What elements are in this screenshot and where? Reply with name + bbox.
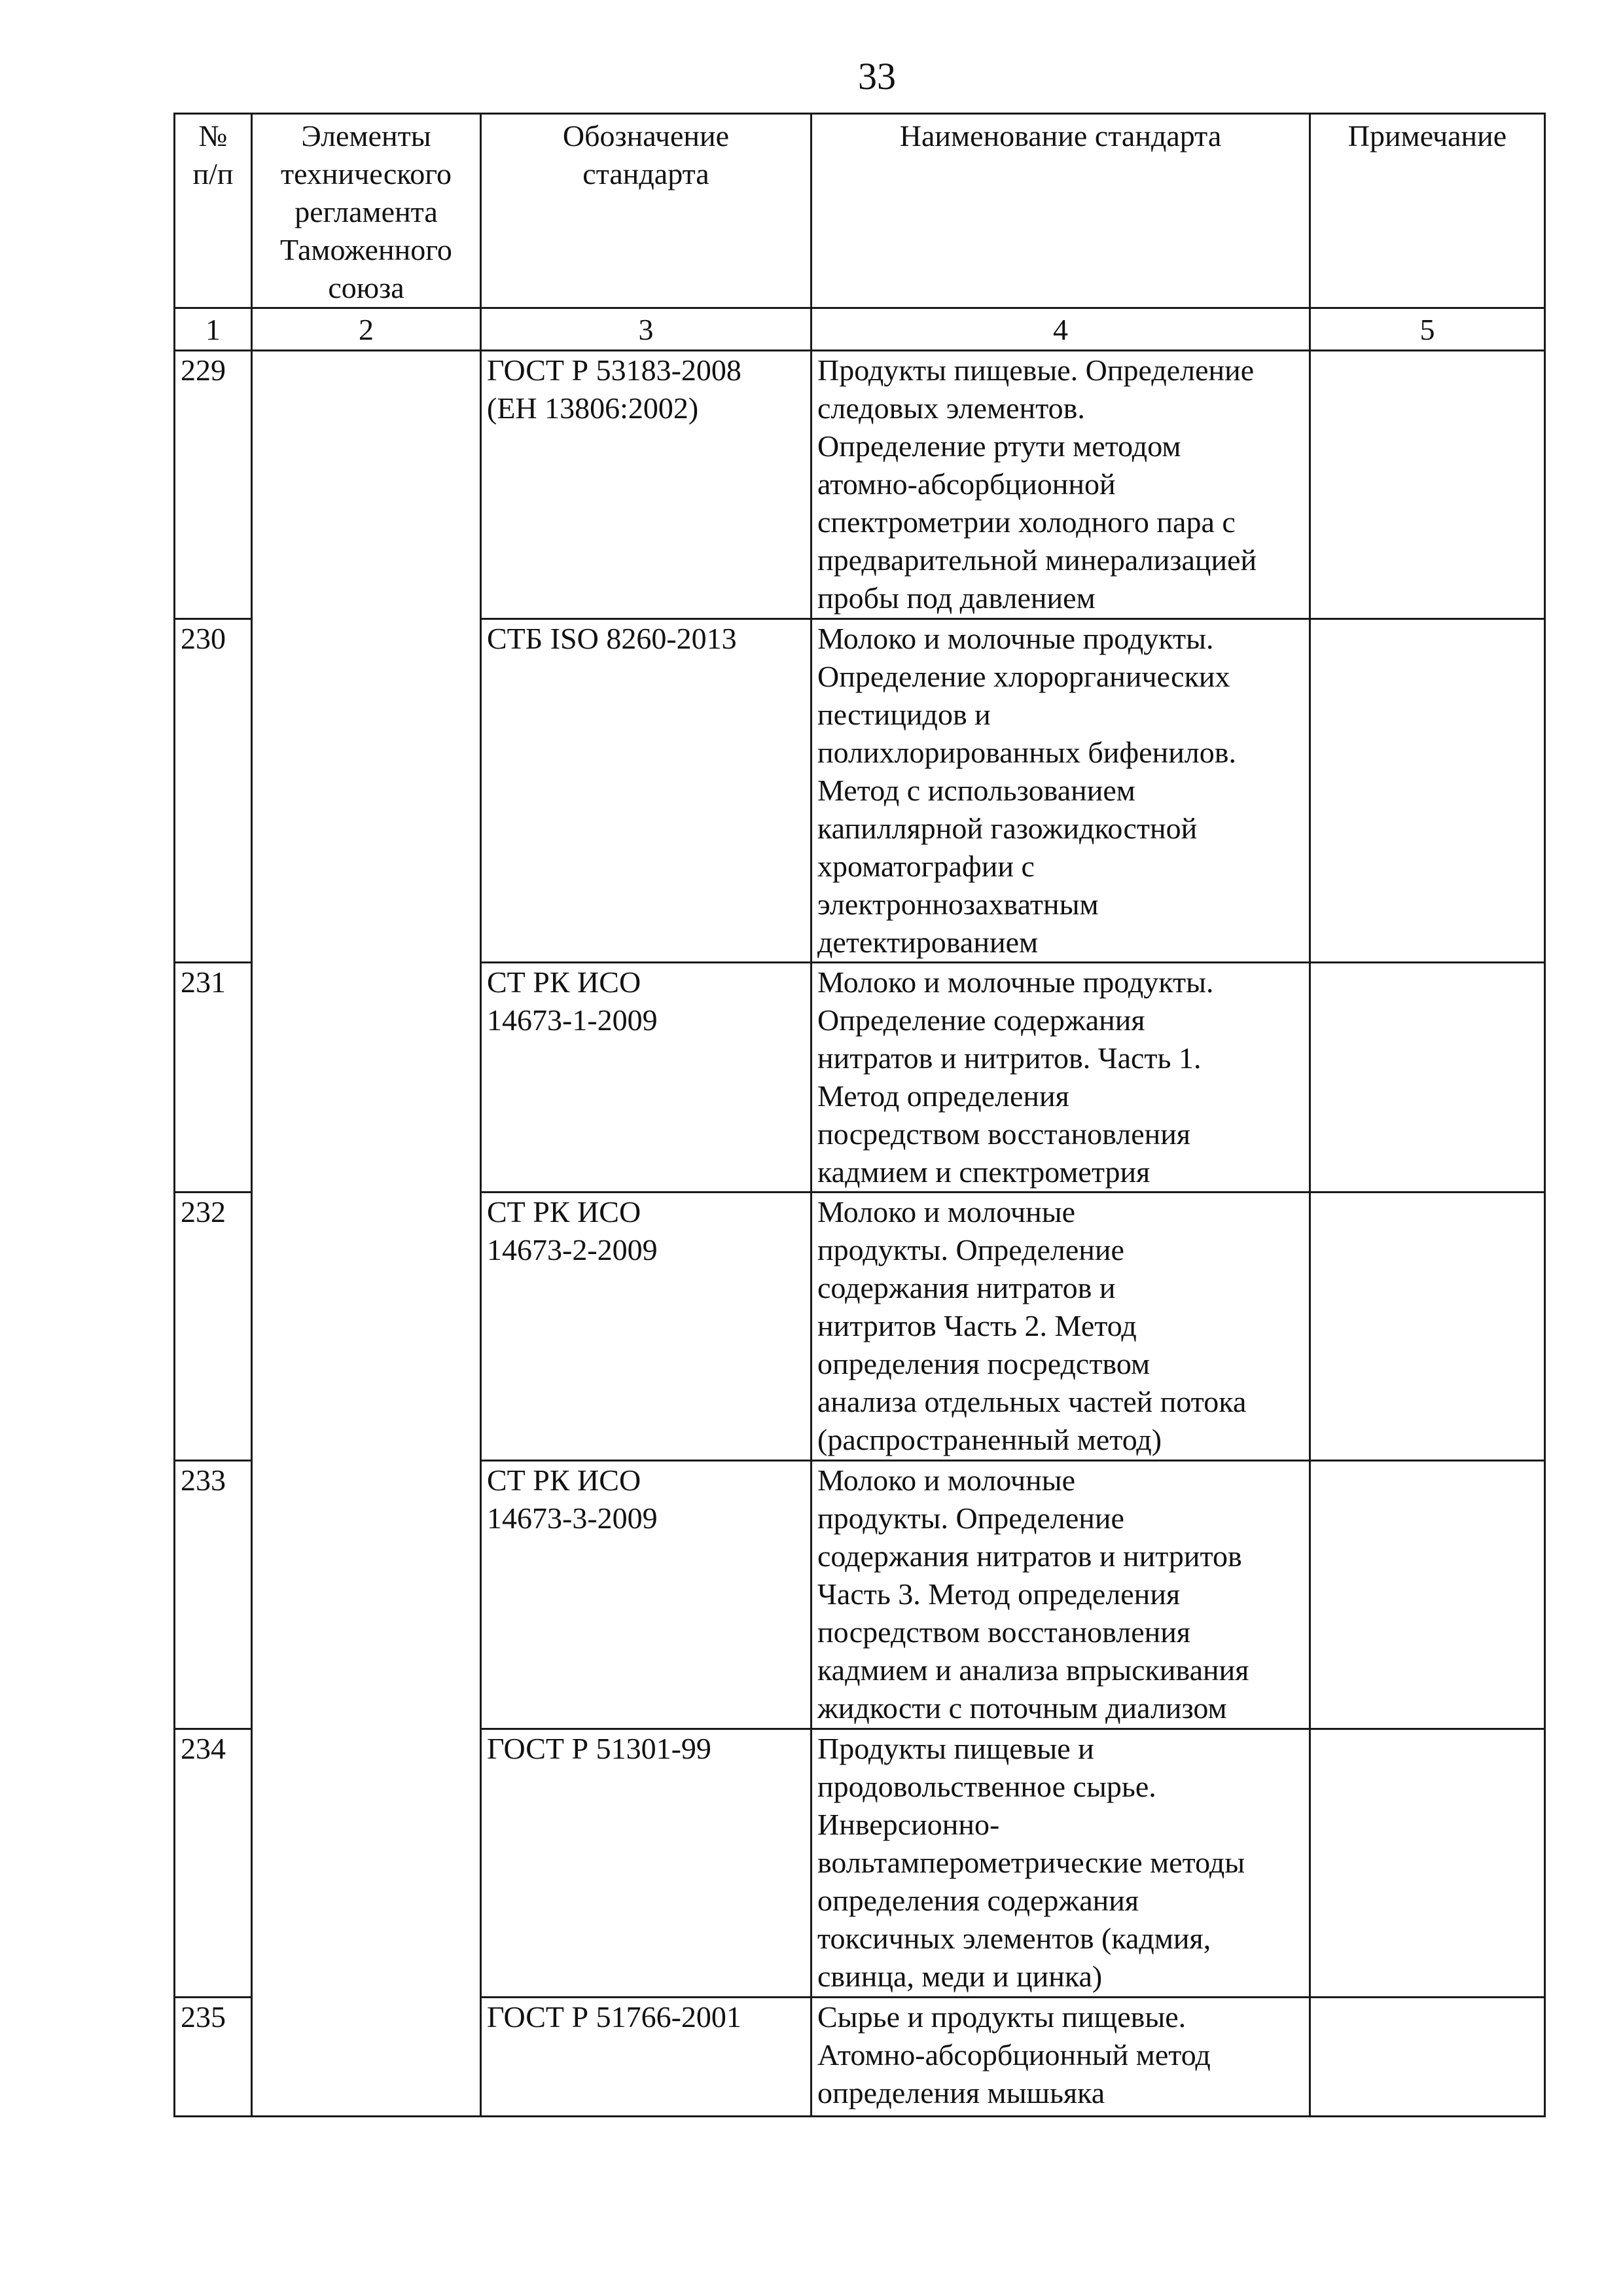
name-line: продовольственное сырье.: [817, 1770, 1156, 1803]
code-line: 14673-2-2009: [487, 1233, 658, 1266]
header-elements: [252, 114, 481, 308]
table-row: [175, 351, 1545, 619]
name-line: Молоко и молочные продукты.: [817, 965, 1214, 999]
standard-name: [812, 1729, 1310, 1998]
row-number: 234: [175, 1729, 252, 1998]
column-number: 1: [175, 308, 252, 351]
header-line: №: [198, 119, 228, 152]
name-line: Определение ртути методом: [817, 429, 1181, 463]
note-cell: [1310, 963, 1545, 1193]
name-line: Сырье и продукты пищевые.: [817, 2000, 1186, 2034]
name-line: Молоко и молочные: [817, 1195, 1076, 1229]
code-line: 14673-3-2009: [487, 1501, 658, 1535]
column-number: 2: [252, 308, 481, 351]
standard-code: [481, 351, 812, 619]
standard-name: [812, 963, 1310, 1193]
column-number: 5: [1310, 308, 1545, 351]
row-number: 230: [175, 619, 252, 963]
elements-cell: [252, 351, 481, 2117]
name-line: Молоко и молочные: [817, 1463, 1076, 1497]
name-line: спектрометрии холодного пара с: [817, 505, 1236, 539]
name-line: продукты. Определение: [817, 1233, 1124, 1266]
column-number: 4: [812, 308, 1310, 351]
name-line: электроннозахватным: [817, 888, 1099, 921]
standard-name: [812, 1461, 1310, 1729]
note-cell: [1310, 1729, 1545, 1998]
name-line: Определение содержания: [817, 1003, 1145, 1037]
standards-table: [173, 113, 1546, 2117]
name-line: жидкости с поточным диализом: [817, 1691, 1227, 1725]
name-line: содержания нитратов и: [817, 1271, 1116, 1304]
name-line: пробы под давлением: [817, 581, 1096, 615]
name-line: кадмием и спектрометрия: [817, 1155, 1150, 1189]
table-header-row: [175, 114, 1545, 308]
name-line: пестицидов и: [817, 698, 991, 731]
name-line: полихлорированных бифенилов.: [817, 736, 1236, 769]
name-line: продукты. Определение: [817, 1501, 1124, 1535]
header-name: [812, 114, 1310, 308]
header-line: Примечание: [1347, 119, 1507, 152]
row-number: 235: [175, 1998, 252, 2117]
code-line: СТ РК ИСО: [487, 965, 641, 999]
name-line: Метод с использованием: [817, 774, 1135, 807]
header-line: стандарта: [582, 157, 709, 190]
name-line: нитратов и нитритов. Часть 1.: [817, 1041, 1202, 1075]
name-line: (распространенный метод): [817, 1423, 1162, 1456]
header-line: регламента: [294, 195, 438, 228]
page-number: 33: [858, 55, 896, 98]
name-line: определения содержания: [817, 1884, 1139, 1917]
header-line: технического: [281, 157, 452, 190]
header-line: Обозначение: [562, 119, 730, 152]
standard-name: [812, 1998, 1310, 2117]
name-line: Молоко и молочные продукты.: [817, 622, 1214, 655]
header-line: Таможенного: [280, 233, 452, 266]
name-line: токсичных элементов (кадмия,: [817, 1922, 1211, 1955]
name-line: Продукты пищевые. Определение: [817, 353, 1255, 387]
name-line: определения мышьяка: [817, 2076, 1105, 2109]
column-number: 3: [481, 308, 812, 351]
name-line: хроматографии с: [817, 850, 1035, 883]
standard-code: [481, 619, 812, 963]
name-line: детектированием: [817, 925, 1039, 959]
name-line: Атомно-абсорбционный метод: [817, 2038, 1211, 2072]
header-num: [175, 114, 252, 308]
header-line: п/п: [192, 157, 234, 190]
code-line: ГОСТ Р 51766-2001: [487, 2000, 741, 2034]
code-line: ГОСТ Р 51301-99: [487, 1732, 711, 1765]
standard-code: [481, 1729, 812, 1998]
standard-name: [812, 619, 1310, 963]
note-cell: [1310, 351, 1545, 619]
code-line: (ЕН 13806:2002): [487, 391, 699, 425]
row-number: 233: [175, 1461, 252, 1729]
code-line: СТ РК ИСО: [487, 1195, 641, 1229]
name-line: капиллярной газожидкостной: [817, 812, 1198, 845]
note-cell: [1310, 1998, 1545, 2117]
header-line: союза: [328, 271, 404, 304]
name-line: Определение хлорорганических: [817, 660, 1230, 693]
standard-code: [481, 963, 812, 1193]
name-line: кадмием и анализа впрыскивания: [817, 1653, 1249, 1687]
standard-code: [481, 1461, 812, 1729]
header-note: [1310, 114, 1545, 308]
note-cell: [1310, 1193, 1545, 1461]
name-line: Метод определения: [817, 1079, 1069, 1113]
name-line: нитритов Часть 2. Метод: [817, 1309, 1137, 1342]
name-line: определения посредством: [817, 1347, 1150, 1380]
standard-code: [481, 1998, 812, 2117]
row-number: 229: [175, 351, 252, 619]
name-line: Часть 3. Метод определения: [817, 1577, 1181, 1611]
name-line: свинца, меди и цинка): [817, 1960, 1103, 1993]
code-line: ГОСТ Р 53183-2008: [487, 353, 741, 387]
code-line: СТ РК ИСО: [487, 1463, 641, 1497]
name-line: посредством восстановления: [817, 1117, 1191, 1151]
header-code: [481, 114, 812, 308]
name-line: атомно-абсорбционной: [817, 467, 1116, 501]
name-line: следовых элементов.: [817, 391, 1085, 425]
row-number: 231: [175, 963, 252, 1193]
header-line: Наименование стандарта: [899, 119, 1222, 152]
name-line: посредством восстановления: [817, 1615, 1191, 1649]
name-line: предварительной минерализацией: [817, 543, 1257, 577]
name-line: Инверсионно-: [817, 1808, 1000, 1841]
code-line: 14673-1-2009: [487, 1003, 658, 1037]
name-line: Продукты пищевые и: [817, 1732, 1094, 1765]
row-number: 232: [175, 1193, 252, 1461]
name-line: содержания нитратов и нитритов: [817, 1539, 1242, 1573]
note-cell: [1310, 1461, 1545, 1729]
standard-name: [812, 1193, 1310, 1461]
standard-name: [812, 351, 1310, 619]
code-line: СТБ ISO 8260-2013: [487, 622, 737, 655]
header-line: Элементы: [301, 119, 431, 152]
name-line: вольтамперометрические методы: [817, 1846, 1245, 1879]
name-line: анализа отдельных частей потока: [817, 1385, 1247, 1418]
note-cell: [1310, 619, 1545, 963]
column-number-row: [175, 308, 1545, 351]
standard-code: [481, 1193, 812, 1461]
